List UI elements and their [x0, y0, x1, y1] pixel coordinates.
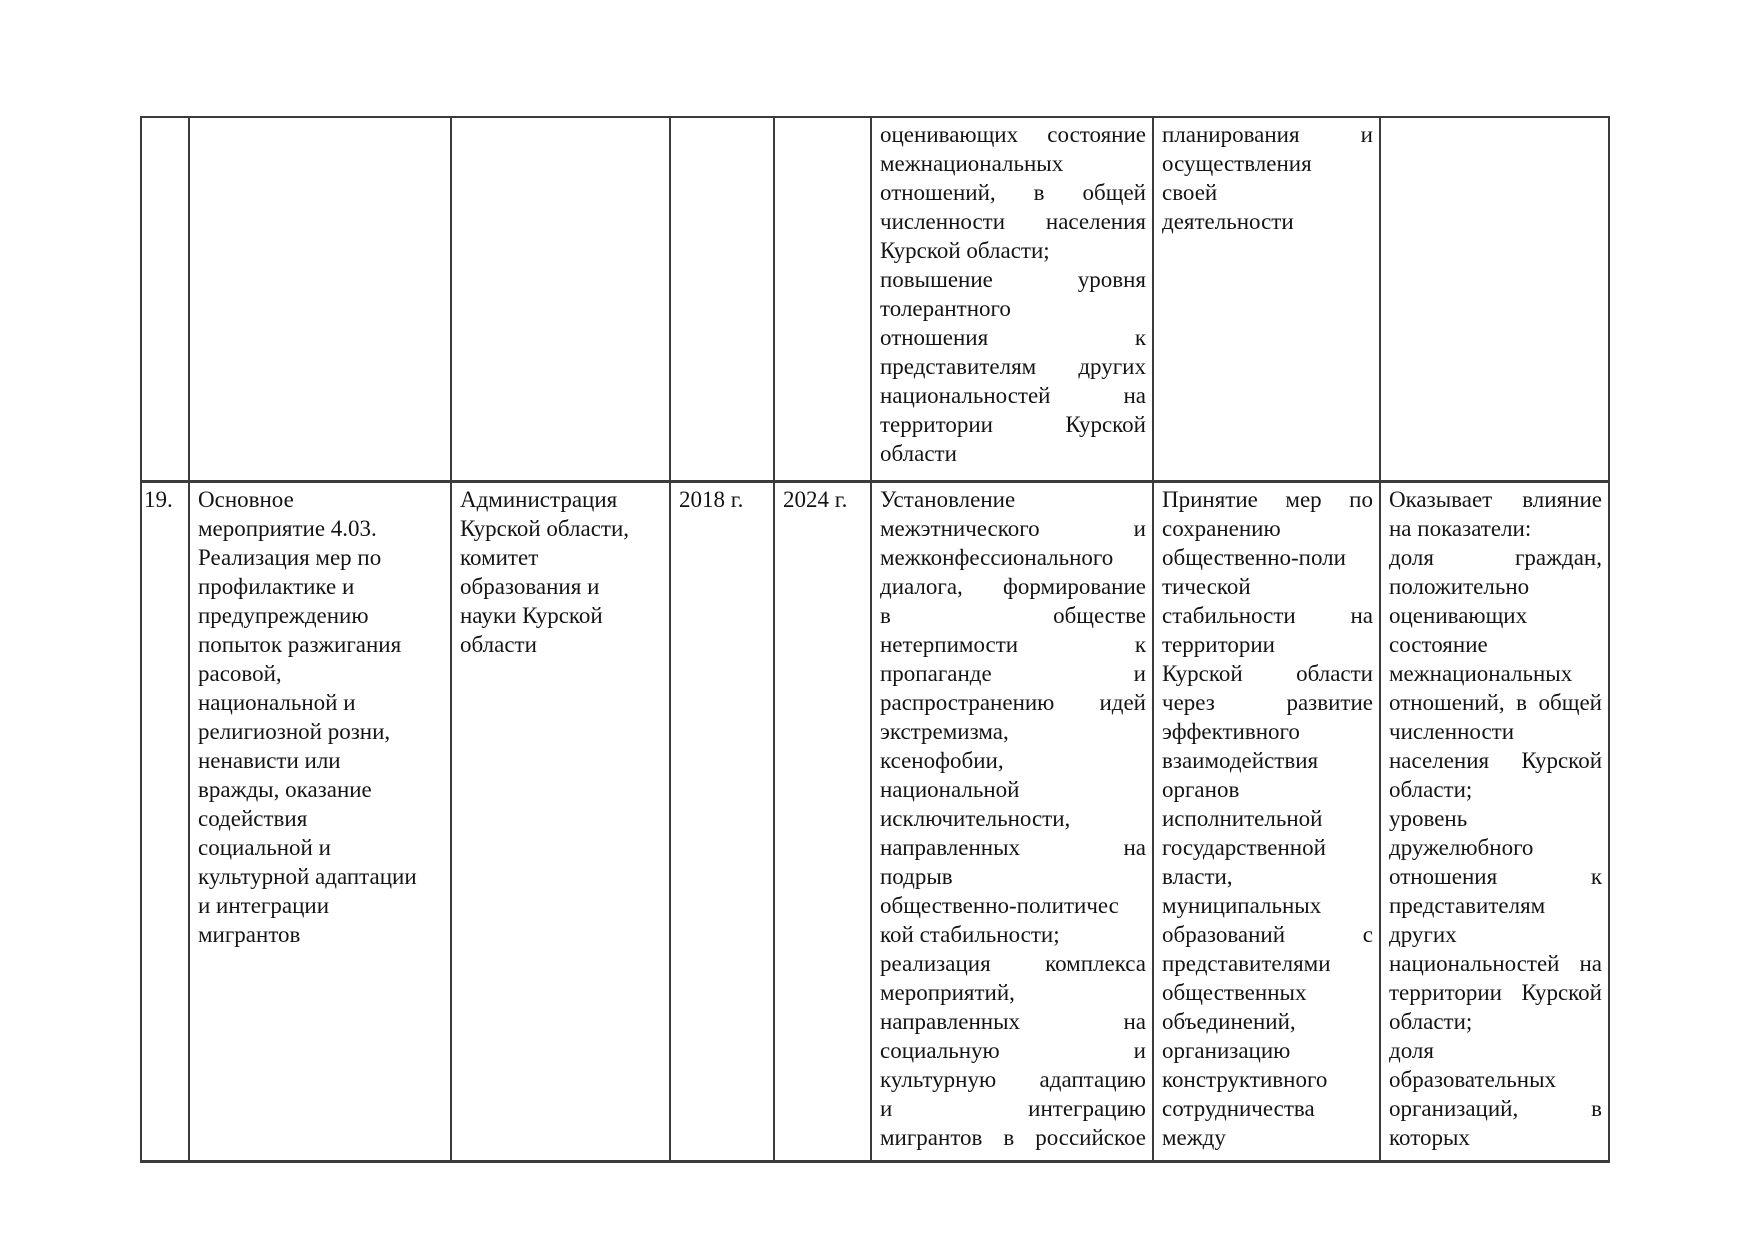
text-line: сотрудничества [1162, 1095, 1315, 1121]
text-line: кой стабильности; [880, 921, 1060, 947]
text-line: оценивающих состояние [880, 122, 1146, 147]
row-18-continuation-col-3 [451, 117, 670, 481]
text-line: осуществления [1162, 151, 1312, 176]
text-line: в обществе [880, 602, 1146, 628]
text-line: территории Курской [1389, 979, 1602, 1005]
text-line: органов [1162, 776, 1240, 802]
text-line: организацию [1162, 1037, 1291, 1063]
row-19-measure-4-03-col-1 [141, 481, 189, 1161]
text-line: Принятие мер по [1162, 486, 1373, 512]
text-line: общественных [1162, 979, 1307, 1005]
text-line: Оказывает влияние [1389, 486, 1602, 512]
text-line: взаимодействия [1162, 747, 1319, 773]
text-line: тической [1162, 573, 1251, 599]
text-line: состояние [1389, 631, 1488, 657]
row-19-measure-4-03-col-6 [871, 481, 1153, 1161]
row-19-measure-4-03-col-4 [670, 481, 774, 1161]
text-line: территории [1162, 631, 1275, 657]
text-line: образований с [1162, 921, 1373, 947]
text-line: Установление [880, 486, 1016, 512]
text-line: межконфессионального [880, 544, 1114, 570]
text-line: мигрантов [198, 921, 301, 947]
text-line: общественно-поли [1162, 544, 1346, 570]
text-line: области [880, 441, 957, 466]
text-line: Курской области; [880, 238, 1050, 263]
text-line: мероприятие 4.03. [198, 515, 377, 541]
text-line: нетерпимости к [880, 631, 1146, 657]
row-19-measure-4-03-col-5 [774, 481, 871, 1161]
text-line: отношения к [880, 325, 1146, 350]
text-line: области; [1389, 776, 1473, 802]
text-line: мероприятий, [880, 979, 1015, 1005]
text-line: территории Курской [880, 412, 1146, 437]
text-line: социальной и [198, 834, 331, 860]
text-line: ксенофобии, [880, 747, 1004, 773]
text-line: вражды, оказание [198, 776, 372, 802]
text-line: между [1162, 1124, 1226, 1150]
text-line: через развитие [1162, 689, 1373, 715]
text-line: диалога, формирование [880, 573, 1146, 599]
text-line: Курской области, [460, 515, 630, 541]
text-line: межнациональных [880, 151, 1064, 176]
text-line: представителям других [880, 354, 1146, 379]
text-line: доля граждан, [1389, 544, 1602, 570]
row-18-continuation-col-6 [871, 117, 1153, 481]
text-line: культурной адаптации [198, 863, 417, 889]
text-line: культурную адаптацию [880, 1066, 1146, 1092]
text-line: области; [1389, 1008, 1473, 1034]
text-line: планирования и [1162, 122, 1373, 147]
text-line: населения Курской [1389, 747, 1602, 773]
text-line: Основное [198, 486, 294, 512]
text-line: распространению идей [880, 689, 1146, 715]
text-line: своей [1162, 180, 1218, 205]
text-line: содействия [198, 805, 308, 831]
text-line: расовой, [198, 660, 282, 686]
row-18-continuation-col-1 [141, 117, 189, 481]
text-line: 19. [144, 486, 173, 512]
text-line: Реализация мер по [198, 544, 382, 570]
text-line: стабильности на [1162, 602, 1373, 628]
text-line: национальностей на [1389, 950, 1602, 976]
text-line: образовательных [1389, 1066, 1557, 1092]
text-line: общественно-политичес [880, 892, 1119, 918]
text-line: повышение уровня [880, 267, 1146, 292]
text-line: отношений, в общей [1389, 689, 1602, 715]
program-measures-table [140, 116, 1610, 1163]
text-line: Курской области [1162, 660, 1373, 686]
text-line: сохранению [1162, 515, 1281, 541]
text-line: толерантного [880, 296, 1011, 321]
text-line: объединений, [1162, 1008, 1296, 1034]
text-line: образования и [460, 573, 600, 599]
text-line: отношения к [1389, 863, 1602, 889]
text-line: религиозной розни, [198, 718, 391, 744]
row-19-measure-4-03 [141, 481, 1609, 1161]
text-line: экстремизма, [880, 718, 1009, 744]
text-line: отношений, в общей [880, 180, 1146, 205]
text-line: национальностей на [880, 383, 1146, 408]
row-19-measure-4-03-col-3 [451, 481, 670, 1161]
row-18-continuation-col-4 [670, 117, 774, 481]
text-line: исключительности, [880, 805, 1071, 831]
row-18-continuation-col-2 [189, 117, 451, 481]
text-line: социальную и [880, 1037, 1146, 1063]
text-line: организаций, в [1389, 1095, 1602, 1121]
text-line: предупреждению [198, 602, 369, 628]
text-line: науки Курской [460, 602, 603, 628]
row-19-measure-4-03-col-2 [189, 481, 451, 1161]
text-line: на показатели: [1389, 515, 1532, 541]
row-19-measure-4-03-col-7 [1153, 481, 1380, 1161]
text-line: комитет [460, 544, 539, 570]
text-line: которых [1389, 1124, 1470, 1150]
text-line: представителями [1162, 950, 1331, 976]
text-line: мигрантов в российское [880, 1124, 1146, 1150]
text-line: численности [1389, 718, 1515, 744]
text-line: численности населения [880, 209, 1146, 234]
text-line: направленных на [880, 834, 1146, 860]
text-line: и интеграции [198, 892, 330, 918]
text-line: эффективного [1162, 718, 1300, 744]
text-line: доля [1389, 1037, 1434, 1063]
text-line: 2024 г. [783, 486, 848, 512]
text-line: дружелюбного [1389, 834, 1534, 860]
text-line: ненависти или [198, 747, 341, 773]
text-line: Администрация [460, 486, 618, 512]
text-line: направленных на [880, 1008, 1146, 1034]
row-18-continuation-col-5 [774, 117, 871, 481]
text-line: представителям [1389, 892, 1546, 918]
text-line: муниципальных [1162, 892, 1322, 918]
text-line: национальной [880, 776, 1020, 802]
text-line: государственной [1162, 834, 1326, 860]
text-line: 2018 г. [679, 486, 744, 512]
row-19-measure-4-03-col-8 [1380, 481, 1609, 1161]
text-line: деятельности [1162, 209, 1294, 234]
text-line: межэтнического и [880, 515, 1146, 541]
text-line: подрыв [880, 863, 953, 889]
text-line: конструктивного [1162, 1066, 1328, 1092]
text-line: национальной и [198, 689, 356, 715]
text-line: попыток разжигания [198, 631, 402, 657]
text-line: реализация комплекса [880, 950, 1146, 976]
row-18-continuation [141, 117, 1609, 481]
text-line: положительно [1389, 573, 1530, 599]
row-18-continuation-col-7 [1153, 117, 1380, 481]
text-line: оценивающих [1389, 602, 1528, 628]
text-line: пропаганде и [880, 660, 1146, 686]
text-line: других [1389, 921, 1457, 947]
text-line: межнациональных [1389, 660, 1573, 686]
text-line: исполнительной [1162, 805, 1323, 831]
text-line: и интеграцию [880, 1095, 1146, 1121]
text-line: области [460, 631, 537, 657]
row-18-continuation-col-8 [1380, 117, 1609, 481]
program-table-body [141, 117, 1609, 1161]
text-line: профилактике и [198, 573, 355, 599]
text-line: уровень [1389, 805, 1468, 831]
text-line: власти, [1162, 863, 1233, 889]
